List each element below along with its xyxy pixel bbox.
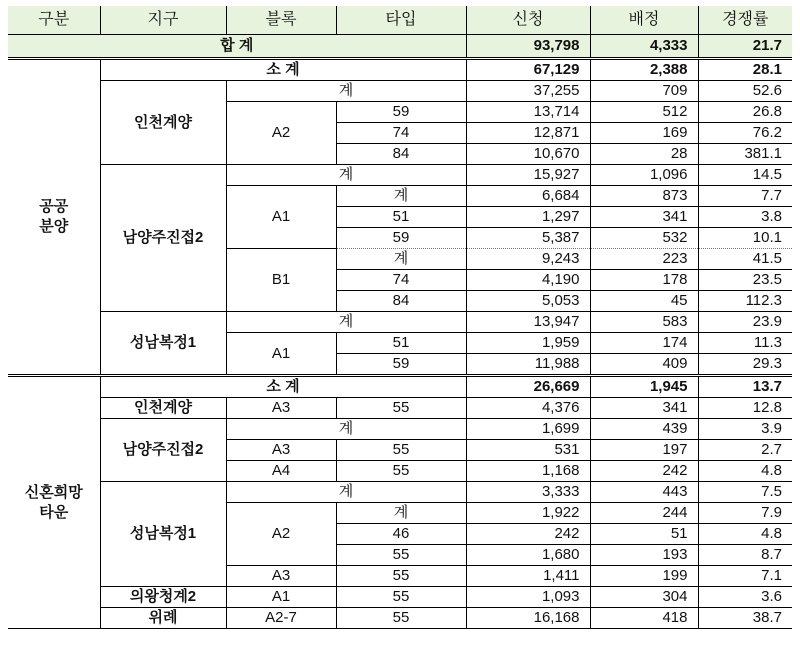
cell-allocated: 532	[590, 228, 698, 249]
cell-applications: 5,053	[466, 291, 590, 312]
public-subtotal-allocated: 2,388	[590, 59, 698, 81]
public-sale-group-label: 공공 분양	[8, 59, 100, 376]
table-row	[8, 419, 792, 440]
cell-allocated: 223	[590, 249, 698, 270]
cell-type: 55	[336, 545, 466, 566]
cell-type: 55	[336, 566, 466, 587]
cell-applications: 1,699	[466, 419, 590, 440]
newlywed-subtotal-applications: 26,669	[466, 376, 590, 398]
cell-ratio: 4.8	[698, 461, 792, 482]
cell-allocated: 197	[590, 440, 698, 461]
public-subtotal-applications: 67,129	[466, 59, 590, 81]
cell-applications: 15,927	[466, 165, 590, 186]
block-label: A2	[226, 503, 336, 566]
cell-allocated: 174	[590, 333, 698, 354]
grand-total-row	[8, 35, 792, 59]
cell-ratio: 23.9	[698, 312, 792, 333]
cell-ratio: 112.3	[698, 291, 792, 312]
district-seongnam-bokjeong1: 성남복정1	[100, 312, 226, 376]
cell-ratio: 8.7	[698, 545, 792, 566]
cell-type: 55	[336, 587, 466, 608]
cell-ratio: 381.1	[698, 144, 792, 165]
cell-type: 84	[336, 291, 466, 312]
district-uiwang-cheonggye2: 의왕청계2	[100, 587, 226, 608]
cell-applications: 12,871	[466, 123, 590, 144]
block-label: A1	[226, 333, 336, 376]
cell-ratio: 7.1	[698, 566, 792, 587]
district-sum-label: 계	[226, 482, 466, 503]
cell-type: 59	[336, 354, 466, 376]
competition-table-wrapper	[8, 6, 792, 638]
grand-total-label: 합 계	[8, 35, 466, 59]
cell-ratio: 41.5	[698, 249, 792, 270]
block-label: A1	[226, 186, 336, 249]
table-row	[8, 398, 792, 419]
cell-type: 55	[336, 440, 466, 461]
header-applications: 신청	[466, 6, 590, 35]
cell-applications: 3,333	[466, 482, 590, 503]
cell-ratio: 14.5	[698, 165, 792, 186]
cell-type: 계	[336, 249, 466, 270]
cell-type: 74	[336, 270, 466, 291]
cell-ratio: 38.7	[698, 608, 792, 629]
cell-ratio: 76.2	[698, 123, 792, 144]
public-subtotal-label: 소 계	[100, 59, 466, 81]
header-district: 지구	[100, 6, 226, 35]
cell-allocated: 193	[590, 545, 698, 566]
block-label: A3	[226, 398, 336, 419]
cell-applications: 37,255	[466, 81, 590, 102]
cell-applications: 1,093	[466, 587, 590, 608]
public-subtotal-row	[8, 59, 792, 81]
newlywed-subtotal-label: 소 계	[100, 376, 466, 398]
cell-applications: 9,243	[466, 249, 590, 270]
cell-type: 59	[336, 102, 466, 123]
cell-applications: 1,411	[466, 566, 590, 587]
cell-ratio: 3.6	[698, 587, 792, 608]
cell-ratio: 29.3	[698, 354, 792, 376]
cell-ratio: 7.7	[698, 186, 792, 207]
cell-ratio: 7.5	[698, 482, 792, 503]
table-row	[8, 587, 792, 608]
cell-allocated: 409	[590, 354, 698, 376]
block-label: A4	[226, 461, 336, 482]
table-row	[8, 608, 792, 629]
cell-applications: 16,168	[466, 608, 590, 629]
district-sum-label: 계	[226, 419, 466, 440]
district-incheon-gyeyang: 인천계양	[100, 398, 226, 419]
cell-type: 51	[336, 333, 466, 354]
cell-applications: 10,670	[466, 144, 590, 165]
cell-ratio: 23.5	[698, 270, 792, 291]
district-seongnam-bokjeong1: 성남복정1	[100, 482, 226, 587]
grand-total-ratio: 21.7	[698, 35, 792, 59]
cell-type: 55	[336, 461, 466, 482]
newlywed-subtotal-ratio: 13.7	[698, 376, 792, 398]
cell-type: 59	[336, 228, 466, 249]
block-label: A3	[226, 440, 336, 461]
cell-applications: 1,297	[466, 207, 590, 228]
newlywed-subtotal-row	[8, 376, 792, 398]
newlywed-town-group-label: 신혼희망 타운	[8, 376, 100, 629]
cell-allocated: 512	[590, 102, 698, 123]
cell-allocated: 199	[590, 566, 698, 587]
cell-type: 계	[336, 503, 466, 524]
newlywed-subtotal-allocated: 1,945	[590, 376, 698, 398]
table-row	[8, 312, 792, 333]
cell-applications: 6,684	[466, 186, 590, 207]
header-category: 구분	[8, 6, 100, 35]
cell-ratio: 10.1	[698, 228, 792, 249]
cell-type: 계	[336, 186, 466, 207]
cell-applications: 1,168	[466, 461, 590, 482]
district-namyangju-jinjeop2: 남양주진접2	[100, 165, 226, 312]
cell-allocated: 709	[590, 81, 698, 102]
cell-allocated: 1,096	[590, 165, 698, 186]
cell-allocated: 242	[590, 461, 698, 482]
cell-allocated: 244	[590, 503, 698, 524]
district-wirye: 위례	[100, 608, 226, 629]
grand-total-applications: 93,798	[466, 35, 590, 59]
cell-allocated: 341	[590, 398, 698, 419]
district-sum-label: 계	[226, 165, 466, 186]
cell-applications: 242	[466, 524, 590, 545]
cell-type: 46	[336, 524, 466, 545]
cell-ratio: 7.9	[698, 503, 792, 524]
cell-ratio: 11.3	[698, 333, 792, 354]
cell-allocated: 439	[590, 419, 698, 440]
cell-allocated: 341	[590, 207, 698, 228]
grand-total-allocated: 4,333	[590, 35, 698, 59]
cell-type: 55	[336, 608, 466, 629]
cell-allocated: 45	[590, 291, 698, 312]
cell-ratio: 52.6	[698, 81, 792, 102]
cell-ratio: 3.8	[698, 207, 792, 228]
cell-applications: 13,714	[466, 102, 590, 123]
cell-applications: 13,947	[466, 312, 590, 333]
cell-allocated: 443	[590, 482, 698, 503]
cell-allocated: 418	[590, 608, 698, 629]
cell-allocated: 873	[590, 186, 698, 207]
block-label: A3	[226, 566, 336, 587]
block-label: A1	[226, 587, 336, 608]
cell-applications: 1,680	[466, 545, 590, 566]
header-type: 타입	[336, 6, 466, 35]
cell-ratio: 26.8	[698, 102, 792, 123]
cell-type: 74	[336, 123, 466, 144]
district-sum-label: 계	[226, 81, 466, 102]
cell-ratio: 12.8	[698, 398, 792, 419]
cell-type: 84	[336, 144, 466, 165]
block-label: A2-7	[226, 608, 336, 629]
cell-applications: 1,959	[466, 333, 590, 354]
block-label: A2	[226, 102, 336, 165]
public-subtotal-ratio: 28.1	[698, 59, 792, 81]
cell-ratio: 2.7	[698, 440, 792, 461]
cell-applications: 4,190	[466, 270, 590, 291]
header-allocated: 배정	[590, 6, 698, 35]
cell-applications: 1,922	[466, 503, 590, 524]
cell-allocated: 28	[590, 144, 698, 165]
district-sum-label: 계	[226, 312, 466, 333]
cell-applications: 4,376	[466, 398, 590, 419]
cell-applications: 531	[466, 440, 590, 461]
cell-allocated: 304	[590, 587, 698, 608]
table-row	[8, 165, 792, 186]
cell-ratio: 4.8	[698, 524, 792, 545]
cell-allocated: 169	[590, 123, 698, 144]
block-label: B1	[226, 249, 336, 312]
cell-applications: 5,387	[466, 228, 590, 249]
header-block: 블록	[226, 6, 336, 35]
cell-type: 55	[336, 398, 466, 419]
district-incheon-gyeyang: 인천계양	[100, 81, 226, 165]
cell-ratio: 3.9	[698, 419, 792, 440]
header-competition-ratio: 경쟁률	[698, 6, 792, 35]
cell-type: 51	[336, 207, 466, 228]
cell-allocated: 583	[590, 312, 698, 333]
district-namyangju-jinjeop2: 남양주진접2	[100, 419, 226, 482]
cell-allocated: 51	[590, 524, 698, 545]
cell-applications: 11,988	[466, 354, 590, 376]
cell-allocated: 178	[590, 270, 698, 291]
table-row	[8, 81, 792, 102]
subscription-competition-table	[8, 6, 792, 629]
header-row	[8, 6, 792, 35]
table-row	[8, 482, 792, 503]
